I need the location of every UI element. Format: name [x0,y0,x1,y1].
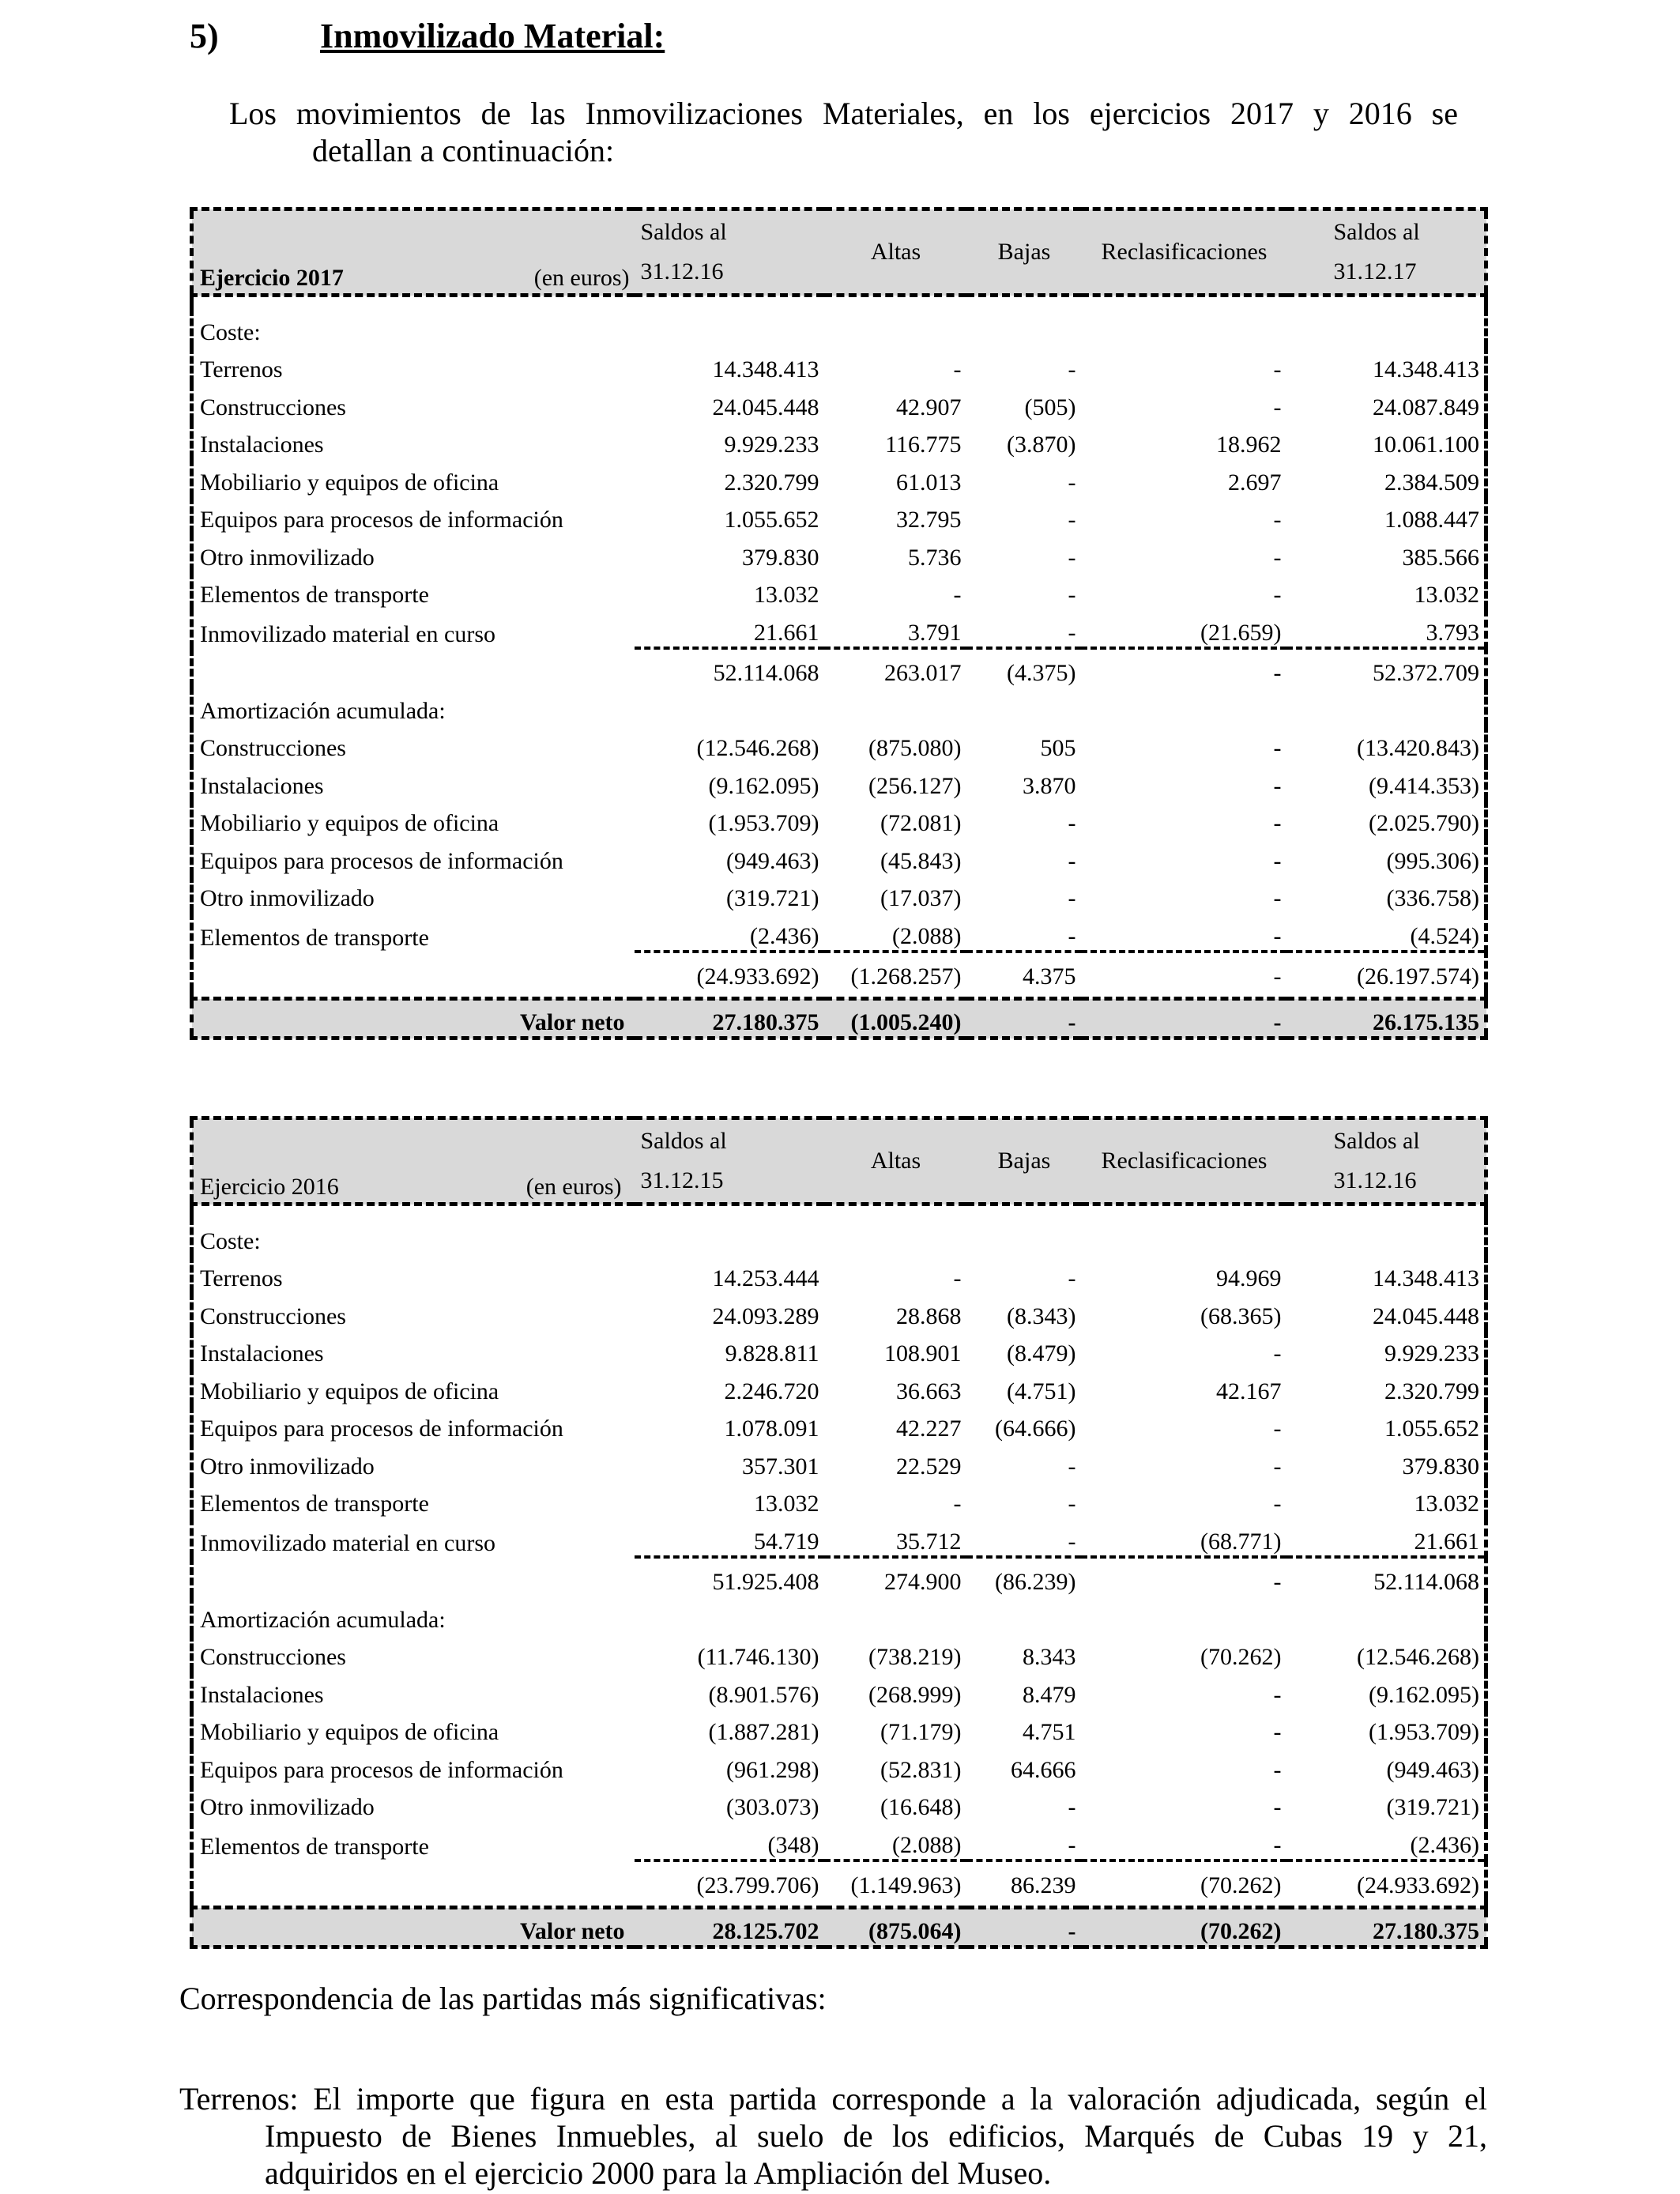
amortizacion-heading-label: Amortización acumulada: [200,697,446,724]
cell-reclas: - [1273,1491,1282,1517]
cell-bajas: 8.343 [1023,1644,1076,1670]
cell-end: 52.372.709 [1286,648,1486,688]
section-heading [190,16,665,56]
col-start-date: 31.12.15 [640,1167,724,1193]
cell-start: (8.901.576) [708,1681,819,1708]
correspondencia-heading: Correspondencia de las partidas más significativas: [179,1981,827,2016]
row-label: Mobiliario y equipos de oficina [200,810,499,836]
row-label: Construcciones [200,394,346,420]
cell-altas: (72.081) [880,810,962,836]
cell-bajas: - [1068,356,1076,383]
col-bajas: Bajas [966,1118,1081,1204]
row-label: Terrenos [200,1265,283,1291]
cell-start: 9.828.811 [725,1340,819,1367]
row-label: Terrenos [200,356,283,383]
cell-altas: (875.080) [868,735,962,761]
row-label [192,952,635,991]
cell-start: 1.078.091 [724,1416,819,1442]
cell-altas: 116.775 [885,432,962,458]
cell-bajas: - [1068,1453,1076,1480]
cell-bajas: - [1068,1794,1076,1820]
table-row [192,1292,1486,1330]
table-row [192,912,1486,952]
cell-bajas: (505) [1024,394,1076,420]
col-end-date: 31.12.16 [1333,1167,1417,1193]
row-label [192,1557,635,1596]
cell-start: 21.661 [754,619,819,646]
cell-bajas: 64.666 [1011,1756,1076,1783]
table-2017 [190,207,1488,1040]
cell-end: (995.306) [1386,847,1479,874]
cell-start: 2.246.720 [724,1378,819,1404]
table-row [192,1255,1486,1293]
cell-altas: (52.831) [880,1756,962,1783]
cell-start: (11.746.130) [697,1644,819,1670]
table-row [192,1634,1486,1672]
cell-bajas: - [1068,810,1076,836]
cell-bajas: - [1068,1491,1076,1517]
table-row [192,346,1486,384]
cell-altas: (738.219) [868,1644,962,1670]
col-altas: Altas [824,1118,966,1204]
coste-heading-label: Coste: [200,319,261,345]
cell-start: (949.463) [726,847,819,874]
cell-altas: 36.663 [896,1378,962,1404]
table-header [192,1118,1486,1204]
cell-bajas: - [1068,544,1076,571]
cell-altas: (1.268.257) [824,952,966,991]
cell-reclas: (21.659) [1200,619,1282,646]
cell-altas: (1.149.963) [824,1860,966,1900]
cell-reclas: - [1081,1557,1286,1596]
table-title: Ejercicio 2016 [200,1174,339,1200]
cell-start: 24.093.289 [712,1302,819,1329]
table-row [192,1480,1486,1518]
row-label: Elementos de transporte [200,924,429,951]
cell-altas: (2.088) [892,1831,962,1858]
cell-end: (1.953.709) [1369,1719,1479,1745]
amortizacion-heading [192,1596,1486,1634]
cell-altas: (1.005.240) [824,999,966,1039]
cell-altas: 28.868 [896,1302,962,1329]
cell-start: 2.320.799 [724,469,819,496]
cell-end: 24.087.849 [1373,394,1479,420]
cell-altas: (17.037) [880,885,962,911]
cell-start: (9.162.095) [708,772,819,799]
row-label [192,648,635,688]
valor-neto-row [192,1908,1486,1947]
row-label: Otro inmovilizado [200,1794,375,1820]
cell-reclas: - [1273,1681,1282,1708]
amortizacion-heading [192,687,1486,725]
cell-reclas: 2.697 [1228,469,1282,496]
cell-reclas: 18.962 [1216,432,1282,458]
cell-end: 3.793 [1426,619,1479,646]
col-saldos-label: Saldos al [640,219,727,245]
terrenos-line-1: Terrenos: El importe que figura en esta partida corresponde a la valoración adjudicada, según el [179,2081,1487,2117]
table-row [192,1405,1486,1443]
row-label: Equipos para procesos de información [200,1756,563,1783]
cell-start: 14.348.413 [712,356,819,383]
cell-start: 28.125.702 [635,1908,824,1947]
cell-bajas: (64.666) [995,1416,1076,1442]
table-row [192,458,1486,496]
cell-end: (319.721) [1386,1794,1479,1820]
cell-altas: (256.127) [868,772,962,799]
row-label: Instalaciones [200,1340,324,1367]
cell-start: (23.799.706) [635,1860,824,1900]
cell-end: 1.088.447 [1384,507,1479,533]
cell-start: (319.721) [726,885,819,911]
row-label: Mobiliario y equipos de oficina [200,469,499,496]
table-title: Ejercicio 2017 [200,265,344,291]
row-label: Mobiliario y equipos de oficina [200,1378,499,1404]
table-row [192,533,1486,571]
cell-reclas: - [1273,507,1282,533]
cell-end: (13.420.843) [1357,735,1479,761]
cell-end: (26.197.574) [1286,952,1486,991]
cell-reclas: - [1273,394,1282,420]
valor-neto-row [192,999,1486,1039]
cell-altas: (16.648) [880,1794,962,1820]
cell-start: (2.436) [750,922,819,949]
table-row [192,875,1486,913]
row-label: Construcciones [200,1644,346,1670]
cell-start: (12.546.268) [696,735,819,761]
cell-end: 13.032 [1414,1491,1479,1517]
cell-end: 27.180.375 [1286,1908,1486,1947]
cell-reclas: - [1273,885,1282,911]
cell-start: 24.045.448 [712,394,819,420]
cell-end: (9.162.095) [1369,1681,1479,1708]
cell-reclas: - [1081,648,1286,688]
table-row [192,725,1486,763]
cell-bajas: - [1068,1265,1076,1291]
cell-end: 379.830 [1402,1453,1479,1480]
cell-start: 1.055.652 [724,507,819,533]
amortizacion-heading-label: Amortización acumulada: [200,1606,446,1633]
cell-bajas: 505 [1040,735,1076,761]
cell-reclas: - [1273,544,1282,571]
cell-altas: 274.900 [824,1557,966,1596]
table-2016 [190,1116,1488,1949]
col-reclasificaciones: Reclasificaciones [1081,1118,1286,1204]
cell-end: 14.348.413 [1373,356,1479,383]
cell-start: 357.301 [742,1453,819,1480]
cell-start: (348) [767,1831,819,1858]
cell-bajas: 4.375 [966,952,1081,991]
terrenos-line-3: adquiridos en el ejercicio 2000 para la Ampliación del Museo. [265,2155,1052,2191]
cell-start: 379.830 [742,544,819,571]
cell-reclas: - [1273,1340,1282,1367]
amortizacion-total-row [192,952,1486,991]
col-saldos-label: Saldos al [640,1128,727,1154]
section-number: 5) [190,17,219,55]
coste-heading-label: Coste: [200,1227,261,1254]
terrenos-paragraph [179,2080,1487,2192]
cell-end: 385.566 [1402,544,1479,571]
cell-altas: (875.064) [824,1908,966,1947]
table-row [192,800,1486,838]
cell-reclas: - [1081,999,1286,1039]
cell-reclas: - [1273,1416,1282,1442]
row-label: Valor neto [192,999,635,1039]
row-label: Valor neto [192,1908,635,1947]
cell-bajas: - [1068,1831,1076,1858]
cell-end: 2.384.509 [1384,469,1479,496]
cell-altas: - [953,356,962,383]
cell-reclas: - [1273,582,1282,608]
cell-reclas: (70.262) [1081,1908,1286,1947]
table-row [192,1746,1486,1784]
cell-start: 27.180.375 [635,999,824,1039]
row-label: Otro inmovilizado [200,885,375,911]
cell-altas: - [953,1491,962,1517]
cell-end: (949.463) [1386,1756,1479,1783]
cell-altas: 42.907 [896,394,962,420]
col-reclasificaciones: Reclasificaciones [1081,209,1286,296]
cell-altas: (71.179) [880,1719,962,1745]
cell-reclas: - [1273,735,1282,761]
coste-total-row [192,1557,1486,1596]
row-label [192,1860,635,1900]
cell-end: 2.320.799 [1384,1378,1479,1404]
cell-altas: 32.795 [896,507,962,533]
cell-bajas: 8.479 [1023,1681,1076,1708]
cell-end: 1.055.652 [1384,1416,1479,1442]
cell-bajas: - [1068,847,1076,874]
cell-bajas: 86.239 [966,1860,1081,1900]
cell-reclas: - [1273,810,1282,836]
cell-end: (12.546.268) [1357,1644,1479,1670]
cell-altas: (2.088) [892,922,962,949]
cell-start: 51.925.408 [635,1557,824,1596]
intro-line-1: Los movimientos de las Inmovilizaciones Materiales, en los ejercicios 2017 y 2016 se [229,96,1458,131]
cell-start: 13.032 [754,582,819,608]
table-row [192,1442,1486,1480]
cell-altas: 263.017 [824,648,966,688]
cell-reclas: (70.262) [1200,1644,1282,1670]
cell-altas: 35.712 [896,1528,962,1555]
table-row [192,1330,1486,1368]
cell-altas: 22.529 [896,1453,962,1480]
cell-end: 26.175.135 [1286,999,1486,1039]
cell-reclas: (68.771) [1200,1528,1282,1555]
cell-reclas: 94.969 [1216,1265,1282,1291]
cell-reclas: (70.262) [1081,1860,1286,1900]
table-row [192,837,1486,875]
cell-bajas: - [1068,1528,1076,1555]
coste-total-row [192,648,1486,688]
row-label: Construcciones [200,1302,346,1329]
cell-bajas: (8.343) [1007,1302,1076,1329]
terrenos-line-2: Impuesto de Bienes Inmuebles, al suelo de los edificios, Marqués de Cubas 19 y 21, [265,2118,1487,2154]
row-label: Inmovilizado material en curso [200,620,496,647]
cell-end: 24.045.448 [1373,1302,1479,1329]
row-label: Instalaciones [200,1681,324,1708]
row-label: Equipos para procesos de información [200,1416,563,1442]
cell-bajas: (4.375) [966,648,1081,688]
col-start-date: 31.12.16 [640,258,724,285]
intro-line-2: detallan a continuación: [312,133,615,168]
cell-end: (2.436) [1410,1831,1479,1858]
table-row [192,1784,1486,1822]
cell-end: (4.524) [1410,922,1479,949]
cell-bajas: 4.751 [1023,1719,1076,1745]
cell-reclas: - [1273,1756,1282,1783]
col-saldos-label: Saldos al [1333,1128,1420,1154]
table-row [192,496,1486,534]
table-row [192,383,1486,421]
cell-altas: - [953,582,962,608]
cell-reclas: - [1273,1831,1282,1858]
cell-end: 10.061.100 [1373,432,1479,458]
cell-bajas: - [1068,885,1076,911]
cell-end: (336.758) [1386,885,1479,911]
col-bajas: Bajas [966,209,1081,296]
table-row [192,1671,1486,1709]
cell-altas: 42.227 [896,1416,962,1442]
table-row [192,421,1486,459]
table-row [192,609,1486,648]
cell-start: (1.887.281) [708,1719,819,1745]
cell-reclas: - [1273,922,1282,949]
cell-altas: (45.843) [880,847,962,874]
cell-start: 9.929.233 [724,432,819,458]
row-label: Mobiliario y equipos de oficina [200,1719,499,1745]
units-label: (en euros) [525,1174,622,1200]
section-title: Inmovilizado Material: [320,17,665,55]
cell-end: 14.348.413 [1373,1265,1479,1291]
cell-bajas: - [1068,619,1076,646]
cell-bajas: 3.870 [1023,772,1076,799]
cell-bajas: - [1068,922,1076,949]
cell-bajas: (8.479) [1007,1340,1076,1367]
cell-reclas: - [1273,772,1282,799]
cell-start: 52.114.068 [635,648,824,688]
cell-altas: - [953,1265,962,1291]
cell-bajas: - [1068,507,1076,533]
cell-end: (2.025.790) [1369,810,1479,836]
table-row [192,1517,1486,1557]
cell-start: (1.953.709) [708,810,819,836]
col-end-date: 31.12.17 [1333,258,1417,285]
cell-bajas: - [1068,469,1076,496]
row-label: Elementos de transporte [200,582,429,608]
row-label: Otro inmovilizado [200,1453,375,1480]
cell-altas: 3.791 [908,619,962,646]
cell-start: (961.298) [726,1756,819,1783]
cell-bajas: - [1068,582,1076,608]
cell-bajas: (4.751) [1007,1378,1076,1404]
cell-start: 13.032 [754,1491,819,1517]
cell-bajas: - [966,999,1081,1039]
table-row [192,1367,1486,1405]
cell-reclas: - [1273,1719,1282,1745]
table-row [192,571,1486,609]
cell-bajas: (86.239) [966,1557,1081,1596]
cell-reclas: (68.365) [1200,1302,1282,1329]
row-label: Elementos de transporte [200,1833,429,1860]
cell-bajas: (3.870) [1007,432,1076,458]
cell-start: (303.073) [726,1794,819,1820]
cell-reclas: - [1273,1453,1282,1480]
row-label: Inmovilizado material en curso [200,1529,496,1556]
cell-start: 54.719 [754,1528,819,1555]
cell-reclas: 42.167 [1216,1378,1282,1404]
row-label: Equipos para procesos de información [200,507,563,533]
coste-heading [192,308,1486,346]
table-row [192,1821,1486,1860]
cell-end: (9.414.353) [1369,772,1479,799]
cell-start: (24.933.692) [635,952,824,991]
row-label: Otro inmovilizado [200,544,375,571]
row-label: Equipos para procesos de información [200,847,563,874]
table-row [192,1709,1486,1747]
col-altas: Altas [824,209,966,296]
table-header [192,209,1486,296]
row-label: Instalaciones [200,772,324,799]
coste-heading [192,1217,1486,1255]
amortizacion-total-row [192,1860,1486,1900]
cell-reclas: - [1273,1794,1282,1820]
row-label: Elementos de transporte [200,1491,429,1517]
cell-reclas: - [1081,952,1286,991]
row-label: Construcciones [200,735,346,761]
cell-altas: 5.736 [908,544,962,571]
cell-end: 21.661 [1414,1528,1479,1555]
cell-end: 52.114.068 [1286,1557,1486,1596]
cell-bajas: - [966,1908,1081,1947]
cell-altas: (268.999) [868,1681,962,1708]
table-row [192,762,1486,800]
cell-end: (24.933.692) [1286,1860,1486,1900]
cell-altas: 61.013 [896,469,962,496]
cell-end: 9.929.233 [1384,1340,1479,1367]
cell-altas: 108.901 [884,1340,962,1367]
row-label: Instalaciones [200,432,324,458]
cell-reclas: - [1273,356,1282,383]
cell-reclas: - [1273,847,1282,874]
cell-start: 14.253.444 [712,1265,819,1291]
units-label: (en euros) [533,265,630,291]
cell-end: 13.032 [1414,582,1479,608]
col-saldos-label: Saldos al [1333,219,1420,245]
